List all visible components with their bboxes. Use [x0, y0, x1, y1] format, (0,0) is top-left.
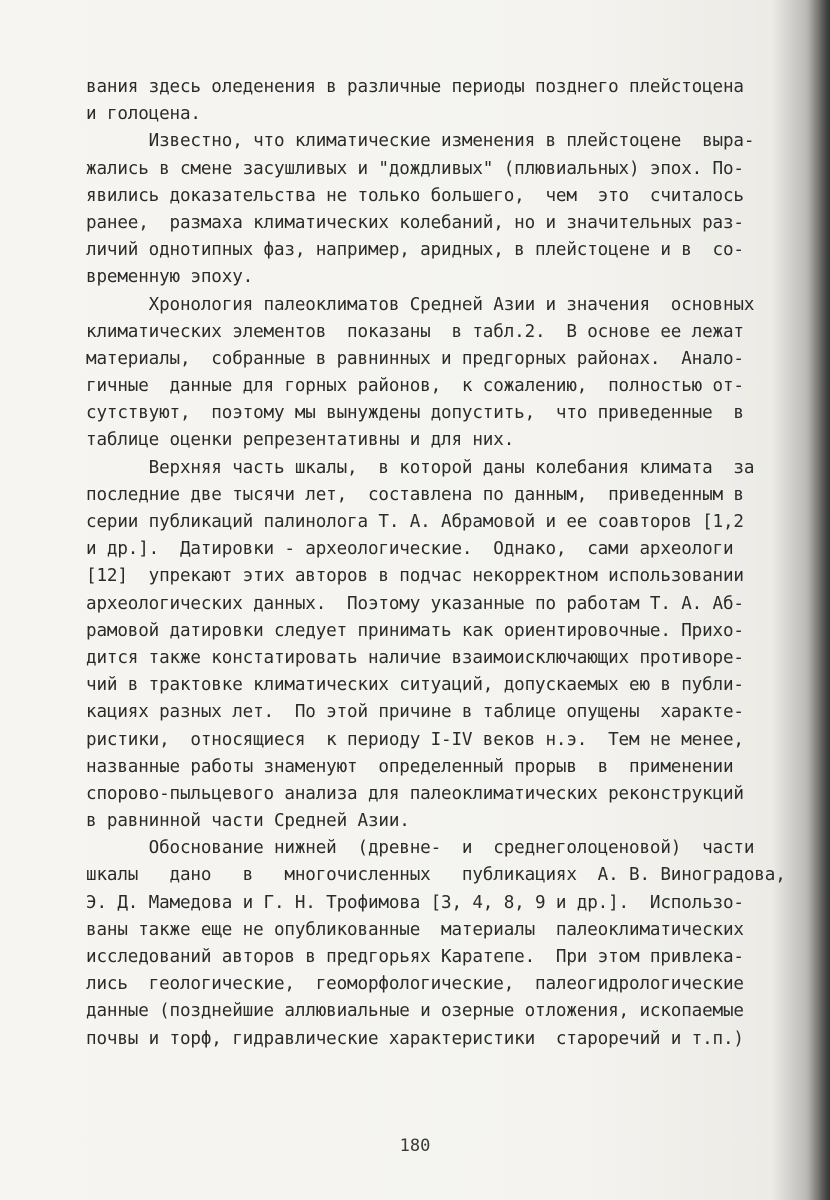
text-line: серии публикаций палинолога Т. А. Абрамовой и ее соавторов [1,2 — [86, 512, 744, 532]
text-line: таблице оценки репрезентативны и для них. — [86, 430, 515, 451]
text-line: и др.]. Датировки - археологические. Однако, сами археологи — [86, 539, 734, 560]
text-line: Верхняя часть шкалы, в которой даны колебания климата за — [86, 457, 755, 478]
text-line: климатических элементов показаны в табл.2. В основе ее лежат — [86, 321, 744, 342]
text-line: гичные данные для горных районов, к сожалению, полностью от- — [86, 376, 744, 397]
page-number: 180 — [399, 1136, 431, 1156]
text-line: названные работы знаменуют определенный прорыв в применении — [86, 756, 734, 777]
text-line: спорово-пыльцевого анализа для палеоклиматических реконструкций — [86, 783, 744, 804]
text-line: личий однотипных фаз, например, аридных, в плейстоцене и в со- — [86, 240, 744, 261]
text-line: лись геологические, геоморфологические, палеогидрологические — [86, 974, 744, 995]
text-line: Хронология палеоклиматов Средней Азии и значения основных — [86, 294, 755, 315]
text-line: данные (позднейшие аллювиальные и озерные отложения, ископаемые — [86, 1001, 744, 1022]
text-line: ранее, размаха климатических колебаний, но и значительных раз- — [86, 212, 744, 233]
text-line: археологических данных. Поэтому указанные по работам Т. А. Аб- — [86, 593, 744, 614]
text-line: исследований авторов в предгорьях Каратепе. При этом привлека- — [86, 947, 744, 967]
text-line: дится также констатировать наличие взаимоисключающих противоре- — [86, 647, 744, 668]
text-line: шкалы дано в многочисленных публикациях А. В. Виноградова, — [86, 865, 786, 886]
text-line: Обоснование нижней (древне- и среднеголоценовой) части — [86, 838, 755, 859]
text-line: ристики, относящиеся к периоду I-IV веков н.э. Тем не менее, — [86, 729, 744, 750]
text-line: и голоцена. — [86, 104, 201, 125]
text-line: жались в смене засушливых и "дождливых" (плювиальных) эпох. По- — [86, 158, 744, 179]
text-line: Э. Д. Мамедова и Г. Н. Трофимова [3, 4, 8, 9 и др.]. Использо- — [86, 892, 744, 913]
text-line: сутствуют, поэтому мы вынуждены допустить, что приведенные в — [86, 403, 744, 424]
text-line: в равнинной части Средней Азии. — [86, 811, 410, 832]
text-line: материалы, собранные в равнинных и предгорных районах. Анало- — [86, 348, 744, 369]
text-line: кациях разных лет. По этой причине в таблице опущены характе- — [86, 702, 744, 723]
text-line: почвы и торф, гидравлические характеристики староречий и т.п.) — [86, 1028, 744, 1049]
body-text — [86, 74, 810, 1053]
page-edge-shadow — [808, 0, 830, 1200]
text-line: [12] упрекают этих авторов в подчас некорректном использовании — [86, 566, 744, 587]
text-line: ваны также еще не опубликованные материалы палеоклиматических — [86, 919, 744, 940]
text-line: Известно, что климатические изменения в плейстоцене выра- — [86, 131, 755, 152]
text-line: рамовой датировки следует принимать как ориентировочные. Прихо- — [86, 620, 744, 641]
text-line: временную эпоху. — [86, 267, 254, 288]
text-line: явились доказательства не только большего, чем это считалось — [86, 185, 744, 206]
text-line: вания здесь оледенения в различные периоды позднего плейстоцена — [86, 77, 744, 97]
text-line: последние две тысячи лет, составлена по данным, приведенным в — [86, 484, 744, 505]
text-line: чий в трактовке климатических ситуаций, допускаемых ею в публи- — [86, 675, 744, 696]
